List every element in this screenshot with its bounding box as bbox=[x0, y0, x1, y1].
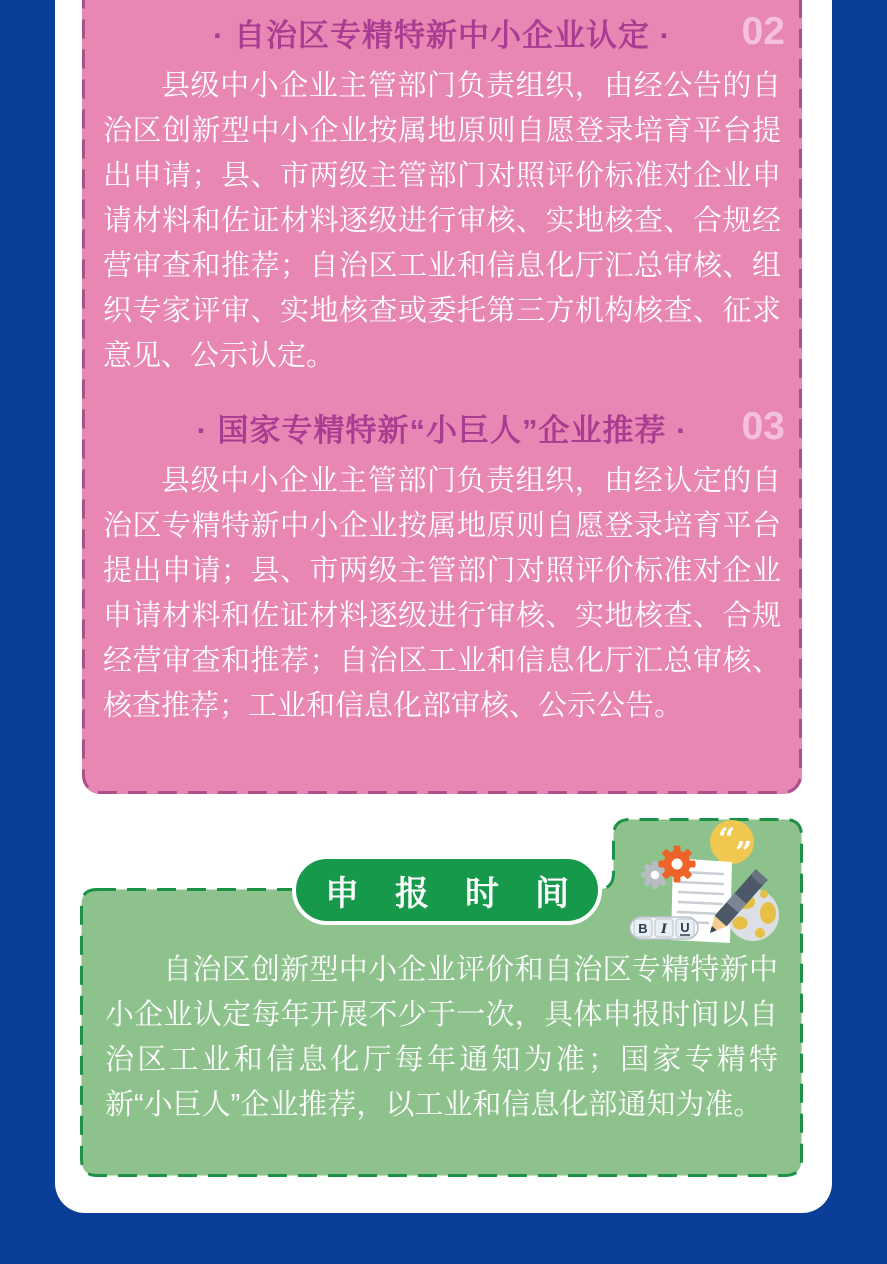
pink-panel bbox=[82, 0, 802, 794]
content-card bbox=[55, 0, 832, 1213]
section-header bbox=[103, 10, 785, 58]
gear-icon-orange bbox=[659, 846, 696, 883]
svg-text:U: U bbox=[680, 920, 690, 935]
section-national-recommendation bbox=[103, 405, 785, 729]
document-editing-illustration-icon bbox=[613, 818, 813, 958]
green-panel-application-time bbox=[80, 818, 803, 1177]
format-toolbar-icon bbox=[630, 917, 698, 939]
svg-text:”: ” bbox=[735, 836, 753, 871]
svg-text:I: I bbox=[660, 922, 668, 937]
underline-button-icon bbox=[676, 919, 694, 937]
section-district-certification bbox=[103, 10, 785, 379]
section-title: · 自治区专精特新中小企业认定 · bbox=[213, 18, 671, 53]
deadline-pill-label: 申报时间 bbox=[325, 874, 605, 913]
green-panel-body-text: 自治区创新型中小企业评价和自治区专精特新中小企业认定每年开展不少于一次，具体申报时间以自治区工业和信息化厅每年通知为准；国家专精特新“小巨人”企业推荐，以工业和信息化部通知为准。 bbox=[105, 954, 778, 1121]
italic-button-icon bbox=[655, 919, 673, 937]
section-title: · 国家专精特新“小巨人”企业推荐 · bbox=[196, 413, 688, 448]
section-body-text: 县级中小企业主管部门负责组织，由经公告的自治区创新型中小企业按属地原则自愿登录培育平台提出申请；县、市两级主管部门对照评价标准对企业申请材料和佐证材料逐级进行审核、实地核查、合规经营审查和推荐；自治区工业和信息化厅汇总审核、组织专家评审、实地核查或委托第三方机构核查、征求意见、公示认定。 bbox=[103, 70, 781, 372]
deadline-pill bbox=[292, 855, 605, 925]
section-body-text: 县级中小企业主管部门负责组织，由经认定的自治区专精特新中小企业按属地原则自愿登录培育平台提出申请；县、市两级主管部门对照评价标准对企业申请材料和佐证材料逐级进行审核、实地核查、合规经营审查和推荐；自治区工业和信息化厅汇总审核、核查推荐；工业和信息化部审核、公示公告。 bbox=[103, 465, 781, 722]
svg-text:B: B bbox=[638, 921, 648, 936]
pink-panel-content bbox=[82, 0, 802, 794]
section-number-badge: 03 bbox=[741, 405, 785, 448]
section-header bbox=[103, 405, 785, 453]
section-number-badge: 02 bbox=[741, 10, 785, 53]
svg-text:“: “ bbox=[718, 822, 736, 857]
bold-button-icon bbox=[634, 919, 652, 937]
